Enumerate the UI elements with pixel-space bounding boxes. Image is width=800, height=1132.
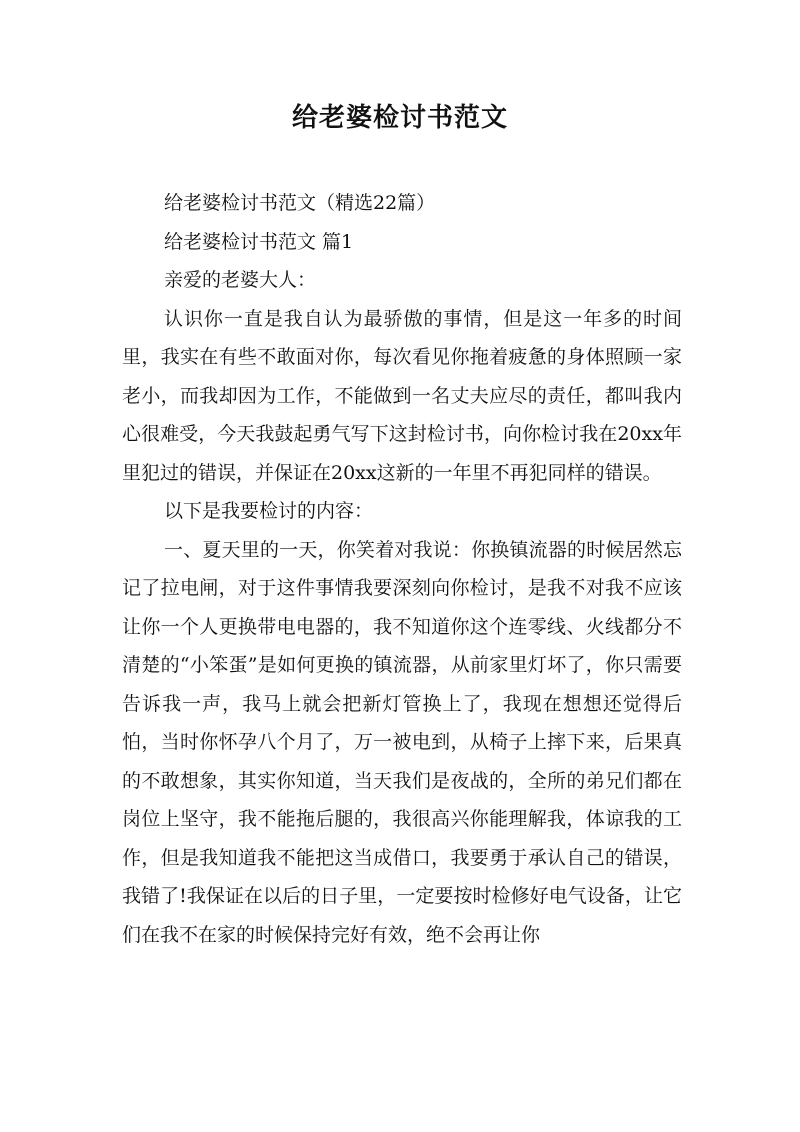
paragraph-section-heading: 给老婆检讨书范文 篇1 [164,230,354,253]
paragraph-subtitle: 给老婆检讨书范文（精选22篇） [164,192,436,214]
paragraph-list-intro: 以下是我要检讨的内容： [164,500,374,522]
paragraph-item-one: 一、夏天里的一天，你笑着对我说：你换镇流器的时候居然忘记了拉电闸，对于这件事情我要深刻向你检讨，是我不对我不应该让你一个人更换带电电器的，我不知道你这个连零线、火线都分不清楚的“小笨蛋”是如何更换的镇流器，从前家里灯坏了，你只需要告诉我一声，我马上就会把新灯管换上了，我现在想想还觉得后怕，当时你怀孕八个月了，万一被电到，从椅子上摔下来，后果真的不敢想象，其实你知道，当天我们是夜战的，全所的弟兄们都在岗位上坚守，我不能拖后腿的，我很高兴你能理解我，体谅我的工作，但是我知道我不能把这当成借口，我要勇于承认自己的错误，我错了!我保证在以后的日子里，一定要按时检修好电气设备，让它们在我不在家的时候保持完好有效，绝不会再让你 [122,538,682,946]
paragraph-intro: 认识你一直是我自认为最骄傲的事情，但是这一年多的时间里，我实在有些不敢面对你，每次看见你拖着疲惫的身体照顾一家老小，而我却因为工作，不能做到一名丈夫应尽的责任，都叫我内心很难受，今天我鼓起勇气写下这封检讨书，向你检讨我在20xx年里犯过的错误，并保证在20xx这新的一年里不再犯同样的错误。 [122,307,682,484]
document-body [122,184,682,954]
document-title: 给老婆检讨书范文 [291,103,508,133]
paragraph-salutation: 亲爱的老婆大人： [164,269,317,291]
